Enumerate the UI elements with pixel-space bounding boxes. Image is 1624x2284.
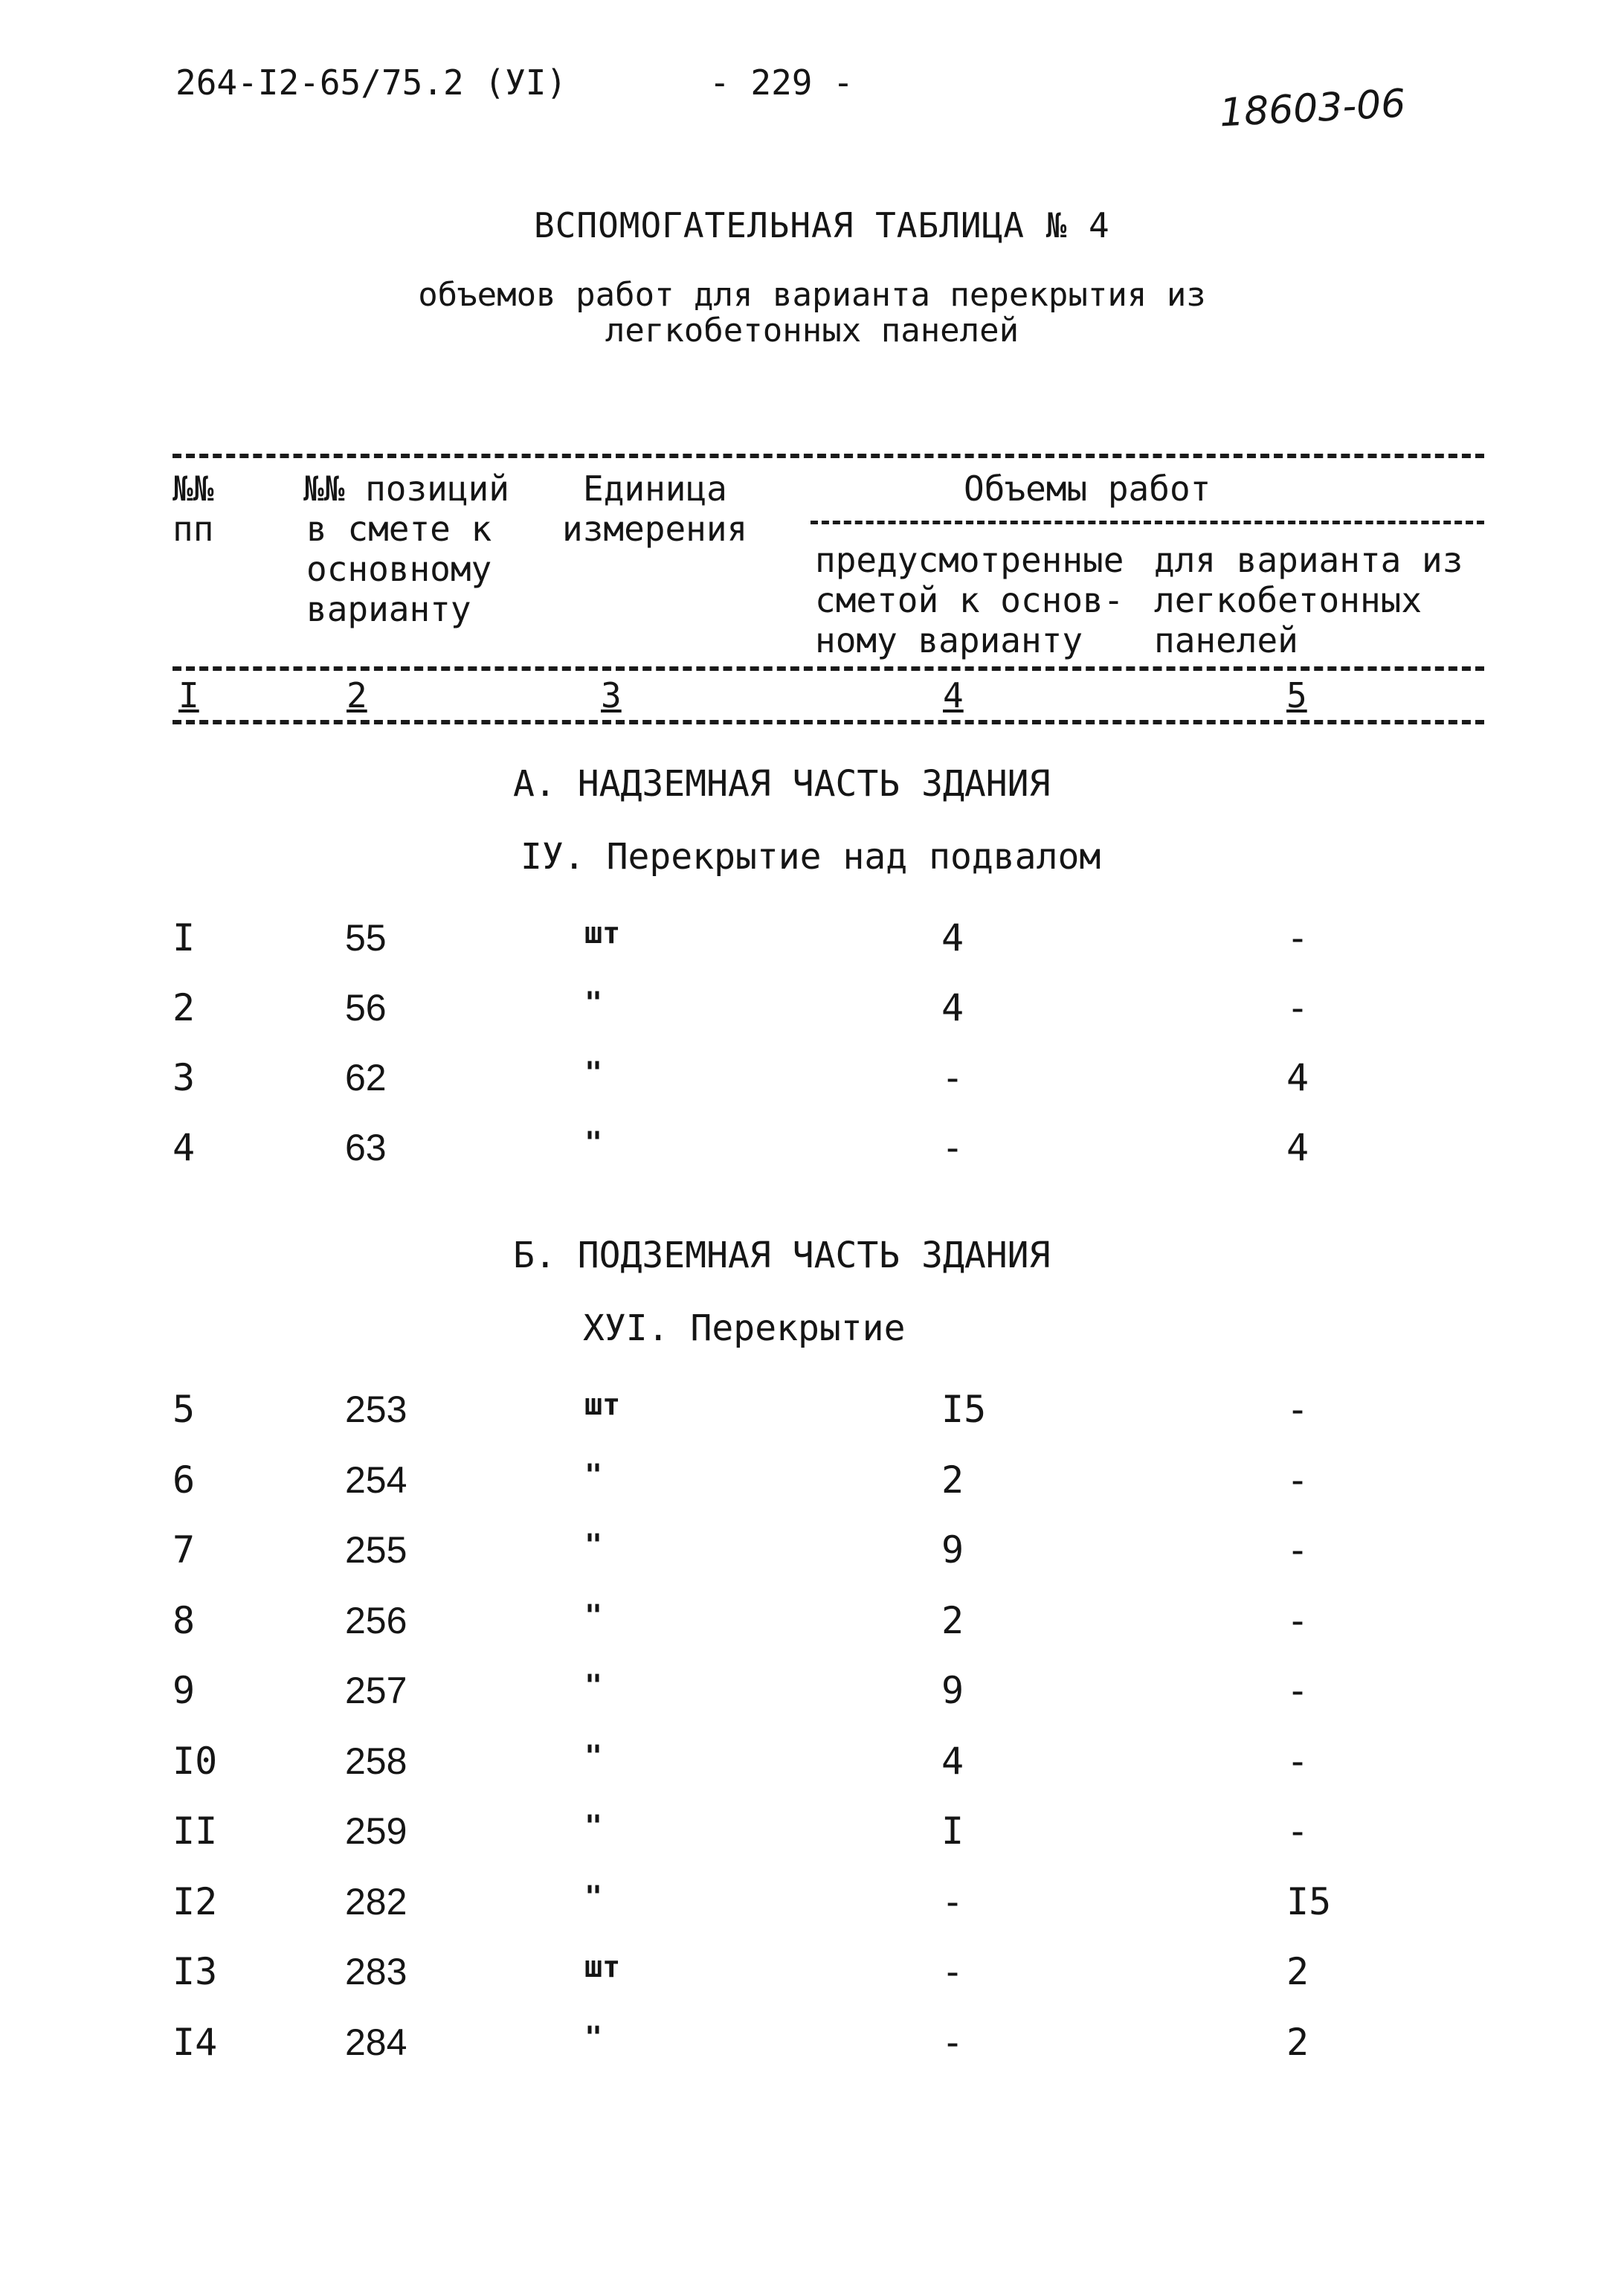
panel-variant-volume: - [1286, 1739, 1309, 1783]
row-number: 5 [173, 1388, 196, 1431]
row-number: 9 [173, 1669, 196, 1712]
unit: " [584, 1809, 603, 1844]
base-volume: - [941, 1950, 964, 1993]
group-header-rule [811, 521, 1484, 524]
table-row [0, 1458, 1624, 1511]
table-subtitle-line1: объемов работ для варианта перекрытия из [418, 276, 1206, 314]
row-number: 6 [173, 1458, 196, 1502]
table-row [0, 1388, 1624, 1440]
row-number: II [173, 1809, 218, 1853]
table-row [0, 1669, 1624, 1721]
unit: " [584, 2020, 603, 2055]
panel-variant-volume: 4 [1286, 1126, 1309, 1169]
table-row [0, 1599, 1624, 1651]
row-number: I0 [173, 1739, 218, 1783]
table-row [0, 1528, 1624, 1580]
col3-header: Единица измерения [562, 469, 748, 549]
position-number: 253 [345, 1389, 407, 1430]
page-number: - 229 - [709, 62, 854, 103]
position-number: 256 [345, 1599, 407, 1641]
position-number: 258 [345, 1740, 407, 1782]
section-b-title: Б. ПОДЗЕМНАЯ ЧАСТЬ ЗДАНИЯ [513, 1235, 1051, 1276]
panel-variant-volume: 4 [1286, 1056, 1309, 1099]
col5-header: для варианта из легкобетонных панелей [1154, 540, 1463, 660]
position-number: 255 [345, 1529, 407, 1571]
header-bottom-rule [173, 720, 1484, 724]
document-code: 264-I2-65/75.2 (УI) [175, 62, 567, 103]
unit: " [584, 986, 603, 1020]
section-a-title: А. НАДЗЕМНАЯ ЧАСТЬ ЗДАНИЯ [513, 763, 1051, 805]
column-number-5: 5 [1286, 675, 1307, 715]
panel-variant-volume: - [1286, 1388, 1309, 1431]
section-a-subtitle: IУ. Перекрытие над подвалом [521, 836, 1101, 878]
panel-variant-volume: I5 [1286, 1879, 1332, 1923]
table-row [0, 1056, 1624, 1108]
row-number: I2 [173, 1879, 218, 1923]
position-number: 55 [345, 917, 387, 959]
table-row [0, 916, 1624, 968]
base-volume: - [941, 1056, 964, 1099]
unit: шт [584, 1950, 621, 1984]
column-number-3: 3 [601, 675, 622, 715]
unit: " [584, 1126, 603, 1160]
position-number: 259 [345, 1810, 407, 1852]
base-volume: - [941, 2020, 964, 2064]
panel-variant-volume: - [1286, 1528, 1309, 1572]
table-row [0, 2021, 1624, 2073]
base-volume: 9 [941, 1528, 964, 1572]
base-volume: 4 [941, 986, 964, 1029]
section-b-subtitle: ХУI. Перекрытие [583, 1307, 906, 1349]
base-volume: 9 [941, 1669, 964, 1712]
table-subtitle-line2: легкобетонных панелей [605, 312, 1019, 350]
unit: " [584, 1879, 603, 1914]
table-row [0, 1809, 1624, 1862]
base-volume: - [941, 1126, 964, 1169]
base-volume: 2 [941, 1458, 964, 1502]
position-number: 284 [345, 2021, 407, 2063]
row-number: I3 [173, 1950, 218, 1993]
position-number: 282 [345, 1880, 407, 1923]
unit: " [584, 1598, 603, 1633]
position-number: 56 [345, 987, 387, 1029]
row-number: 3 [173, 1056, 196, 1099]
table-row [0, 1950, 1624, 2002]
position-number: 63 [345, 1127, 387, 1168]
row-number: I [173, 916, 196, 959]
position-number: 257 [345, 1670, 407, 1711]
header-top-rule [173, 454, 1484, 458]
unit: шт [584, 916, 621, 950]
unit: " [584, 1739, 603, 1774]
col1-header: №№ пп [173, 469, 214, 549]
column-number-1: I [178, 675, 199, 715]
unit: " [584, 1528, 603, 1563]
unit: шт [584, 1388, 621, 1422]
panel-variant-volume: - [1286, 1809, 1309, 1853]
base-volume: - [941, 1879, 964, 1923]
panel-variant-volume: 2 [1286, 1950, 1309, 1993]
column-number-2: 2 [347, 675, 367, 715]
position-number: 254 [345, 1458, 407, 1501]
base-volume: 2 [941, 1598, 964, 1642]
unit: " [584, 1458, 603, 1493]
header-middle-rule [173, 666, 1484, 671]
table-row [0, 1880, 1624, 1932]
panel-variant-volume: 2 [1286, 2020, 1309, 2064]
row-number: I4 [173, 2020, 218, 2064]
panel-variant-volume: - [1286, 916, 1309, 959]
panel-variant-volume: - [1286, 1598, 1309, 1642]
unit: " [584, 1056, 603, 1090]
row-number: 7 [173, 1528, 196, 1572]
panel-variant-volume: - [1286, 1669, 1309, 1712]
handwritten-number: 18603-06 [1218, 81, 1407, 136]
base-volume: I5 [941, 1388, 987, 1431]
panel-variant-volume: - [1286, 1458, 1309, 1502]
table-row [0, 1126, 1624, 1178]
volumes-group-header: Объемы работ [964, 469, 1211, 509]
column-number-4: 4 [943, 675, 964, 715]
table-title: ВСПОМОГАТЕЛЬНАЯ ТАБЛИЦА № 4 [534, 205, 1110, 245]
panel-variant-volume: - [1286, 986, 1309, 1029]
base-volume: I [941, 1809, 964, 1853]
base-volume: 4 [941, 1739, 964, 1783]
position-number: 283 [345, 1951, 407, 1992]
row-number: 2 [173, 986, 196, 1029]
col4-header: предусмотренные сметой к основ- ному варианту [815, 540, 1124, 660]
position-number: 62 [345, 1057, 387, 1098]
base-volume: 4 [941, 916, 964, 959]
table-row [0, 986, 1624, 1038]
row-number: 8 [173, 1598, 196, 1642]
row-number: 4 [173, 1126, 196, 1169]
unit: " [584, 1669, 603, 1703]
table-row [0, 1740, 1624, 1792]
col2-header: №№ позиций в смете к основному варианту [303, 469, 509, 629]
